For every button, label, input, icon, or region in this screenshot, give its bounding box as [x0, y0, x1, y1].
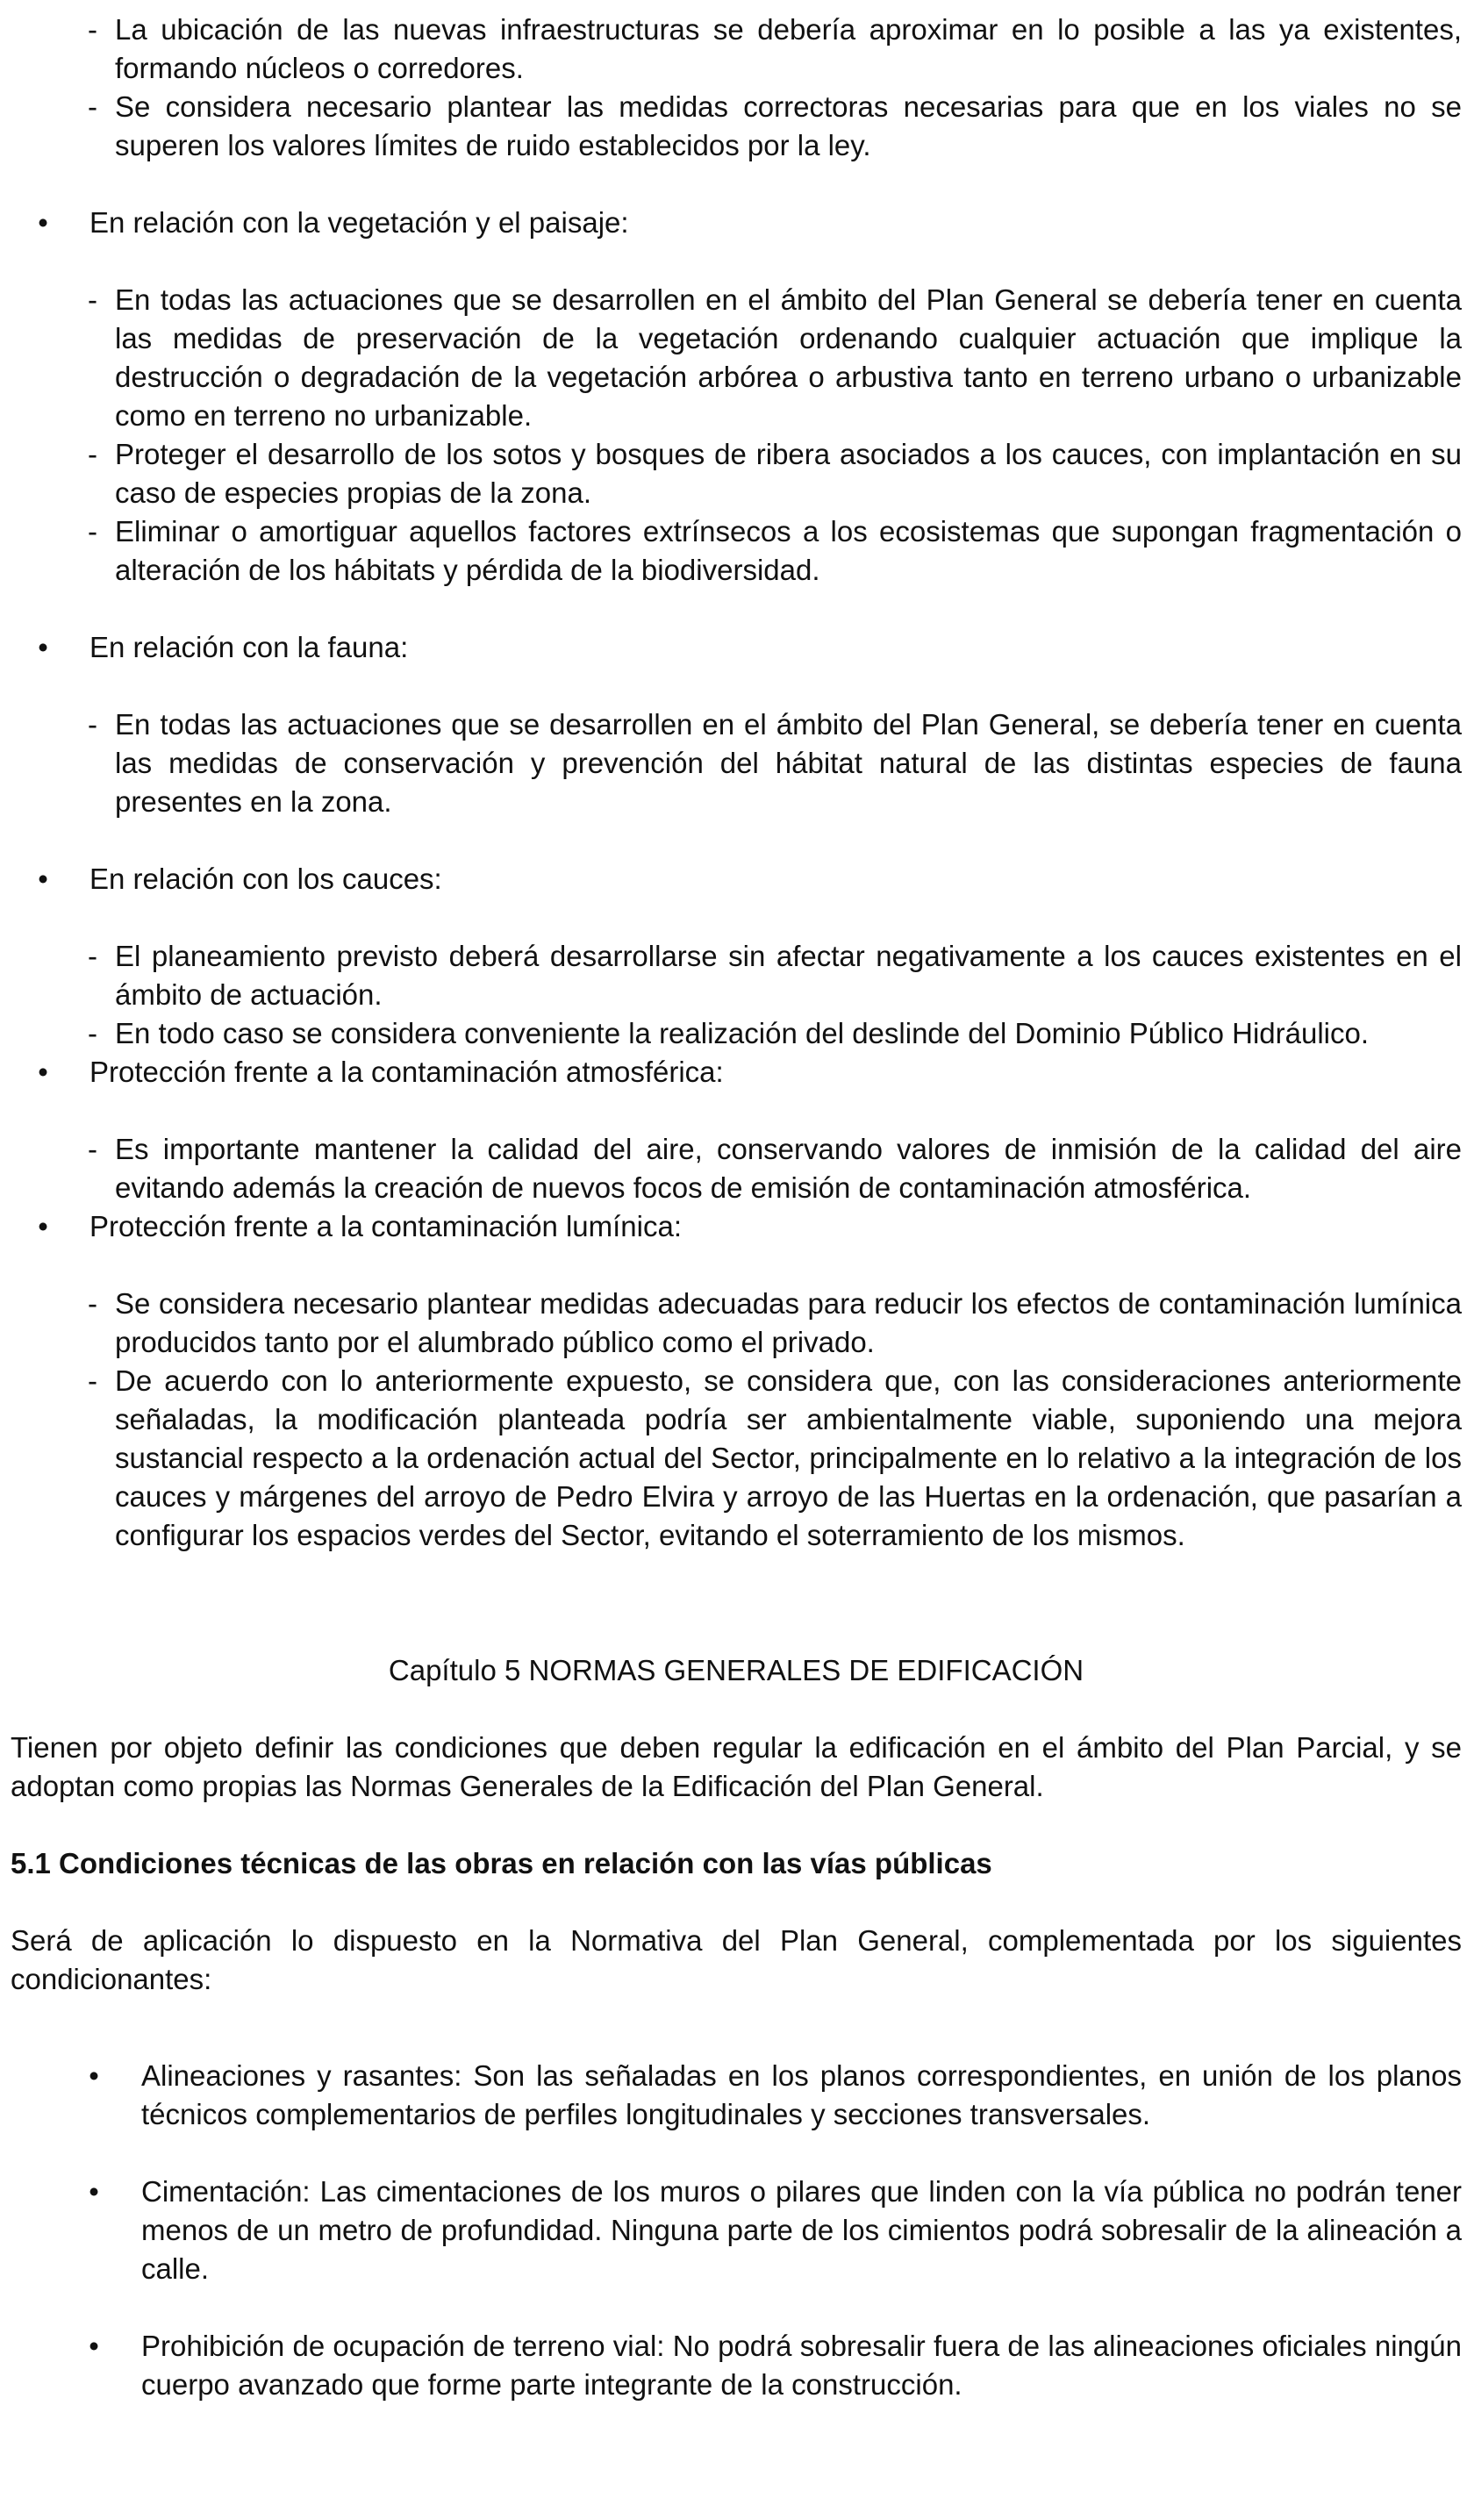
bullet-dot-icon: • [38, 1210, 48, 1242]
dash-marker: - [88, 1133, 97, 1165]
dash-marker: - [88, 283, 97, 316]
condition-item: • Prohibición de ocupación de terreno vial: No podrá sobresalir fuera de las alineaciones oficiales ningún cuerpo avanzado que forme parte integrante de la construcción. [11, 2327, 1462, 2404]
luminica-dash-list [88, 1285, 1462, 1555]
dash-item: - Es importante mantener la calidad del aire, conservando valores de inmisión de la calidad del aire evitando además la creación de nuevos focos de emisión de contaminación atmosférica. [88, 1130, 1462, 1207]
cauces-dash-list [88, 937, 1462, 1053]
bullet-dot-icon: • [89, 2059, 99, 2092]
dash-marker: - [88, 90, 97, 123]
intro-dash-list [88, 11, 1462, 165]
dash-marker: - [88, 1017, 97, 1049]
bullet-dot-icon: • [89, 2330, 99, 2362]
dash-marker: - [88, 438, 97, 470]
chapter-intro: Tienen por objeto definir las condiciones que deben regular la edificación en el ámbito del Plan Parcial, y se adoptan como propias las Normas Generales de la Edificación del Plan General. [11, 1731, 1462, 1802]
bullet-fauna: • En relación con la fauna: [11, 628, 1462, 667]
dash-item: - La ubicación de las nuevas infraestructuras se debería aproximar en lo posible a las ya existentes, formando núcleos o corredores. [88, 11, 1462, 88]
bullet-dot-icon: • [38, 863, 48, 895]
dash-marker: - [88, 708, 97, 741]
section-intro: Será de aplicación lo dispuesto en la Normativa del Plan General, complementada por los siguientes condicionantes: [11, 1924, 1462, 1995]
dash-item: - Eliminar o amortiguar aquellos factores extrínsecos a los ecosistemas que supongan fragmentación o alteración de los hábitats y pérdida de la biodiversidad. [88, 512, 1462, 590]
dash-item: - De acuerdo con lo anteriormente expuesto, se considera que, con las consideraciones anteriormente señaladas, la modificación planteada podría ser ambientalmente viable, suponiendo una mejora sustancial respecto a la ordenación actual del Sector, principalmente en lo relativo a la integración de los cauces y márgenes del arroyo de Pedro Elvira y arroyo de las Huertas en la ordenación, que pasarían a configurar los espacios verdes del Sector, evitando el soterramiento de los mismos. [88, 1362, 1462, 1555]
dash-marker: - [88, 13, 97, 46]
bullet-dot-icon: • [38, 631, 48, 663]
dash-item: - El planeamiento previsto deberá desarrollarse sin afectar negativamente a los cauces existentes en el ámbito de actuación. [88, 937, 1462, 1014]
condition-item: • Alineaciones y rasantes: Son las señaladas en los planos correspondientes, en unión de los planos técnicos complementarios de perfiles longitudinales y secciones transversales. [11, 2057, 1462, 2134]
dash-marker: - [88, 1364, 97, 1397]
dash-marker: - [88, 940, 97, 972]
bullet-vegetation: • En relación con la vegetación y el paisaje: [11, 204, 1462, 242]
atmosferica-dash-list [88, 1130, 1462, 1207]
fauna-dash-list [88, 705, 1462, 821]
bullet-cauces: • En relación con los cauces: [11, 860, 1462, 898]
chapter-title: Capítulo 5 NORMAS GENERALES DE EDIFICACIÓN [388, 1654, 1084, 1686]
section-heading: 5.1 Condiciones técnicas de las obras en relación con las vías públicas [11, 1847, 992, 1879]
dash-marker: - [88, 515, 97, 548]
bullet-luminica: • Protección frente a la contaminación lumínica: [11, 1207, 1462, 1246]
dash-item: - Proteger el desarrollo de los sotos y bosques de ribera asociados a los cauces, con implantación en su caso de especies propias de la zona. [88, 435, 1462, 512]
dash-item: - Se considera necesario plantear las medidas correctoras necesarias para que en los viales no se superen los valores límites de ruido establecidos por la ley. [88, 88, 1462, 165]
bullet-atmosferica: • Protección frente a la contaminación atmosférica: [11, 1053, 1462, 1092]
bullet-dot-icon: • [38, 206, 48, 239]
dash-item: - Se considera necesario plantear medidas adecuadas para reducir los efectos de contaminación lumínica producidos tanto por el alumbrado público como el privado. [88, 1285, 1462, 1362]
dash-item: - En todo caso se considera conveniente la realización del deslinde del Dominio Público Hidráulico. [88, 1014, 1462, 1053]
dash-item: - En todas las actuaciones que se desarrollen en el ámbito del Plan General se debería tener en cuenta las medidas de preservación de la vegetación ordenando cualquier actuación que implique la destrucción o degradación de la vegetación arbórea o arbustiva tanto en terreno urbano o urbanizable como en terreno no urbanizable. [88, 281, 1462, 435]
document-page [11, 11, 1462, 2404]
bullet-dot-icon: • [38, 1056, 48, 1088]
dash-item: - En todas las actuaciones que se desarrollen en el ámbito del Plan General, se debería tener en cuenta las medidas de conservación y prevención del hábitat natural de las distintas especies de fauna presentes en la zona. [88, 705, 1462, 821]
vegetation-dash-list [88, 281, 1462, 590]
condition-item: • Cimentación: Las cimentaciones de los muros o pilares que linden con la vía pública no podrán tener menos de un metro de profundidad. Ninguna parte de los cimientos podrá sobresalir de la alineación a calle. [11, 2173, 1462, 2288]
bullet-dot-icon: • [89, 2175, 99, 2208]
dash-marker: - [88, 1287, 97, 1320]
